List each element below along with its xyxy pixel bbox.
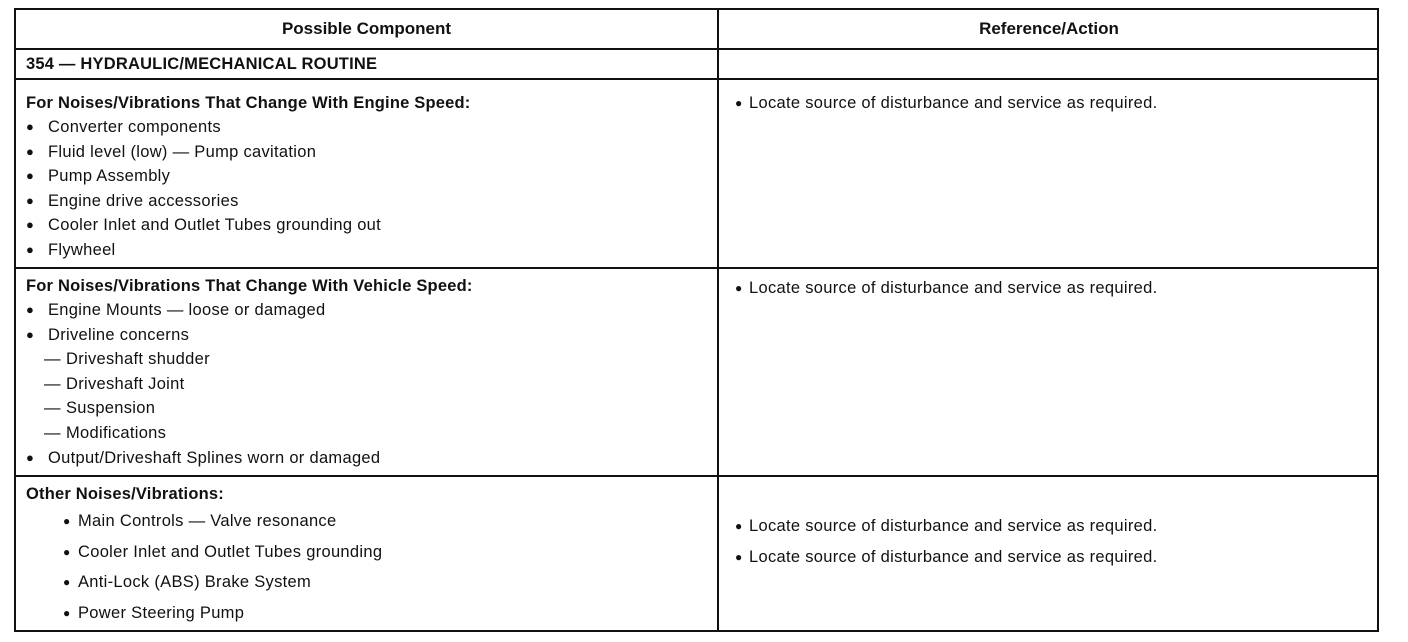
dash-icon: —: [44, 423, 61, 442]
action-text: ● Locate source of disturbance and service as required.: [729, 91, 1379, 116]
row-divider: [16, 475, 1377, 477]
action-text: ● Locate source of disturbance and service as required.: [729, 542, 1379, 573]
engine-speed-heading: For Noises/Vibrations That Change With Engine Speed:: [26, 94, 471, 112]
column-header-component: Possible Component: [281, 19, 452, 38]
bullet-icon: ●: [735, 96, 743, 110]
list-item: ● Anti-Lock (ABS) Brake System: [26, 567, 717, 598]
routine-title: 354 — HYDRAULIC/MECHANICAL ROUTINE: [26, 55, 378, 73]
list-item: ● Output/Driveshaft Splines worn or damaged: [26, 446, 717, 471]
list-item: ● Cooler Inlet and Outlet Tubes grounding out: [26, 213, 717, 238]
row-divider: [16, 267, 1377, 269]
diagnosis-table: [14, 8, 1379, 632]
other-heading: Other Noises/Vibrations:: [26, 485, 224, 503]
other-section: [16, 482, 717, 628]
list-item: ● Fluid level (low) — Pump cavitation: [26, 140, 717, 165]
vehicle-speed-section: [16, 274, 717, 470]
bullet-icon: ●: [26, 217, 35, 233]
row-divider: [16, 78, 1377, 80]
bullet-icon: ●: [735, 281, 743, 295]
bullet-icon: ●: [26, 326, 35, 342]
sub-list-item: — Modifications: [26, 421, 717, 446]
list-item: ● Cooler Inlet and Outlet Tubes grounding: [26, 537, 717, 568]
bullet-icon: ●: [26, 192, 35, 208]
vehicle-speed-action: [719, 276, 1379, 301]
list-item: ● Flywheel: [26, 238, 717, 263]
list-item: ● Main Controls — Valve resonance: [26, 506, 717, 537]
column-header-action: Reference/Action: [979, 19, 1119, 38]
list-item: ● Engine drive accessories: [26, 189, 717, 214]
list-item: ● Converter components: [26, 115, 717, 140]
dash-icon: —: [44, 399, 61, 418]
bullet-icon: ●: [735, 549, 743, 564]
bullet-icon: ●: [26, 241, 35, 257]
list-item: ● Pump Assembly: [26, 164, 717, 189]
list-item: ● Power Steering Pump: [26, 598, 717, 629]
bullet-icon: ●: [26, 119, 35, 134]
dash-icon: —: [44, 374, 61, 393]
bullet-icon: ●: [735, 519, 743, 533]
bullet-icon: ●: [63, 544, 71, 559]
engine-speed-section: [16, 91, 717, 263]
bullet-icon: ●: [26, 302, 35, 317]
bullet-icon: ●: [26, 143, 35, 159]
dash-icon: —: [44, 350, 61, 369]
bullet-icon: ●: [63, 605, 71, 620]
action-text: ● Locate source of disturbance and service as required.: [729, 276, 1379, 301]
bullet-icon: ●: [63, 575, 71, 589]
bullet-icon: ●: [26, 449, 35, 465]
engine-speed-action: [719, 91, 1379, 116]
row-divider: [16, 48, 1377, 50]
vehicle-speed-heading: For Noises/Vibrations That Change With Vehicle Speed:: [26, 277, 473, 295]
action-text: ● Locate source of disturbance and service as required.: [729, 511, 1379, 542]
list-item: ● Driveline concerns: [26, 323, 717, 348]
bullet-icon: ●: [26, 168, 35, 184]
bullet-icon: ●: [63, 514, 71, 528]
sub-list-item: — Suspension: [26, 396, 717, 421]
other-actions: [719, 511, 1379, 572]
list-item: ● Engine Mounts — loose or damaged: [26, 298, 717, 323]
sub-list-item: — Driveshaft shudder: [26, 347, 717, 372]
sub-list-item: — Driveshaft Joint: [26, 372, 717, 397]
